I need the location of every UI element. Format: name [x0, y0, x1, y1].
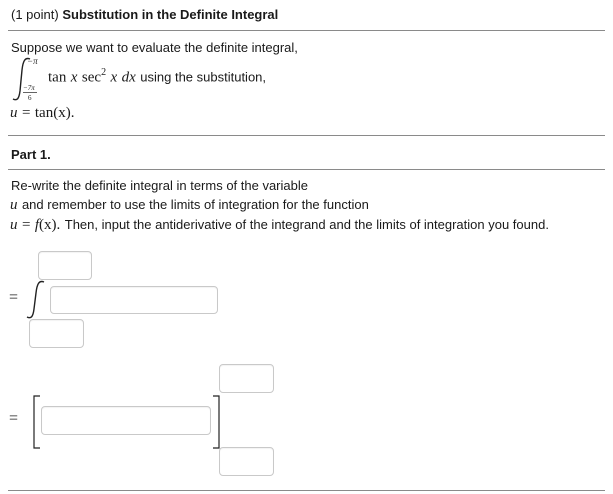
lower-limit-input-1[interactable] — [29, 319, 84, 348]
lower-limit-input-2[interactable] — [219, 447, 274, 476]
antiderivative-input[interactable] — [41, 406, 211, 435]
left-bracket-shape — [34, 396, 40, 448]
upper-limit-input-2[interactable] — [219, 364, 274, 393]
part1-u: u — [10, 217, 18, 233]
integrand-sec: sec — [81, 69, 102, 86]
integrand-exponent: 2 — [101, 67, 107, 78]
integral-glyph-2 — [27, 281, 44, 317]
intro-text: Suppose we want to evaluate the definite integral, — [11, 40, 298, 55]
divider-top — [8, 30, 605, 31]
integrand-line — [48, 67, 266, 86]
integral-sign-2 — [24, 278, 48, 322]
lower-limit-den: 6 — [28, 94, 32, 102]
right-bracket — [211, 393, 223, 451]
integrand-x2: x — [110, 69, 118, 86]
problem-title: Substitution in the Definite Integral — [62, 7, 279, 22]
part1-line3 — [10, 216, 549, 234]
part1-line1: Re-write the definite integral in terms of the variable — [11, 178, 308, 193]
sub-eq: = — [21, 105, 31, 121]
using-text: using the substitution, — [140, 69, 267, 85]
integrand-dx: dx — [121, 69, 136, 86]
divider-part-top — [8, 135, 605, 136]
integrand-tan: tan — [48, 69, 67, 86]
part1-line2-text: and remember to use the limits of integration for the function — [21, 197, 369, 212]
part1-line3-text: Then, input the antiderivative of the integrand and the limits of integration you found. — [64, 217, 549, 232]
part1-x: (x). — [39, 217, 61, 233]
sub-rhs: tan(x). — [34, 105, 75, 121]
substitution-line — [10, 104, 74, 122]
equals-sign-2: = — [9, 410, 19, 427]
part1-title: Part 1. — [11, 147, 51, 162]
header-title — [11, 6, 278, 24]
part1-line2 — [10, 196, 369, 214]
upper-limit-input-1[interactable] — [38, 251, 92, 280]
part1-var-u: u — [10, 197, 18, 213]
part1-f: f — [34, 217, 40, 233]
integrand-input[interactable] — [50, 286, 218, 314]
right-bracket-shape — [213, 396, 219, 448]
equals-sign-1: = — [9, 289, 19, 306]
part1-eq: = — [21, 217, 31, 233]
lower-limit-num: −7π — [23, 84, 35, 92]
integrand-x1: x — [70, 69, 78, 86]
points-label: (1 point) — [11, 7, 59, 22]
divider-bottom — [8, 490, 605, 491]
upper-limit-text: −π — [27, 56, 38, 66]
sub-u: u — [10, 105, 18, 121]
divider-part-bottom — [8, 169, 605, 170]
